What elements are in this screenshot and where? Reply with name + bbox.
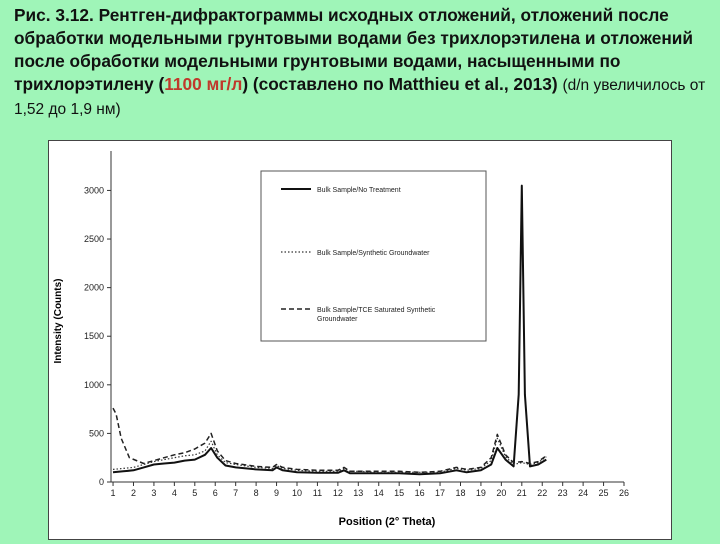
x-axis-label: Position (2° Theta): [338, 516, 436, 528]
y-tick-label: 1000: [83, 379, 104, 390]
caption-text-source: ) (составлено по Matthieu et al., 2013): [242, 74, 558, 94]
x-tick-label: 20: [496, 488, 507, 498]
y-tick-label: 0: [98, 477, 104, 487]
x-tick-label: 8: [253, 488, 259, 498]
x-tick-label: 26: [618, 488, 630, 498]
y-tick-label: 3000: [83, 185, 104, 196]
x-tick-label: 23: [557, 488, 568, 498]
x-tick-label: 10: [291, 488, 302, 498]
legend-label-2: Bulk Sample/Synthetic Groundwater: [317, 250, 430, 257]
x-tick-label: 9: [274, 488, 280, 498]
legend-label-line: Groundwater: [317, 316, 358, 323]
x-tick-label: 16: [414, 488, 425, 498]
x-tick-label: 1: [110, 488, 116, 498]
y-tick-label: 500: [88, 428, 104, 439]
legend-label-line: Bulk Sample/TCE Saturated Synthetic: [317, 307, 436, 314]
x-tick-label: 6: [212, 488, 218, 498]
caption-highlight: 1100 мг/л: [164, 74, 243, 94]
x-tick-label: 24: [578, 488, 589, 498]
x-tick-label: 19: [475, 488, 486, 498]
y-axis-label: Intensity (Counts): [53, 278, 64, 364]
chart-frame: [48, 140, 672, 540]
x-tick-label: 14: [373, 488, 384, 498]
figure-caption: [14, 4, 714, 121]
x-tick-label: 3: [151, 488, 157, 498]
x-tick-label: 25: [598, 488, 609, 498]
x-tick-label: 7: [233, 488, 239, 498]
x-tick-label: 11: [312, 488, 323, 498]
legend: [261, 171, 486, 341]
y-tick-label: 2500: [83, 234, 104, 245]
x-tick-label: 4: [171, 488, 177, 498]
xrd-chart: [49, 141, 671, 539]
y-tick-label: 1500: [83, 331, 104, 342]
x-tick-label: 15: [394, 488, 405, 498]
caption-note: (d/n увеличилось от 1,52 до 1,9 нм): [14, 77, 706, 118]
legend-label-1: Bulk Sample/No Treatment: [317, 187, 401, 194]
x-tick-label: 5: [192, 488, 198, 498]
x-tick-label: 2: [130, 488, 136, 498]
x-tick-label: 21: [516, 488, 527, 498]
x-tick-label: 13: [353, 488, 364, 498]
x-tick-label: 22: [537, 488, 548, 498]
x-tick-label: 12: [332, 488, 343, 498]
caption-text-main: Рис. 3.12. Рентген-дифрактограммы исходных отложений, отложений после обработки модельными грунтовыми водами без трихлорэтилена и отложений после обработки модельными грунтовыми водами, насыщенными по трихлорэтилену (: [14, 5, 694, 94]
y-tick-label: 2000: [83, 282, 104, 293]
x-tick-label: 17: [435, 488, 446, 498]
x-tick-label: 18: [455, 488, 466, 498]
